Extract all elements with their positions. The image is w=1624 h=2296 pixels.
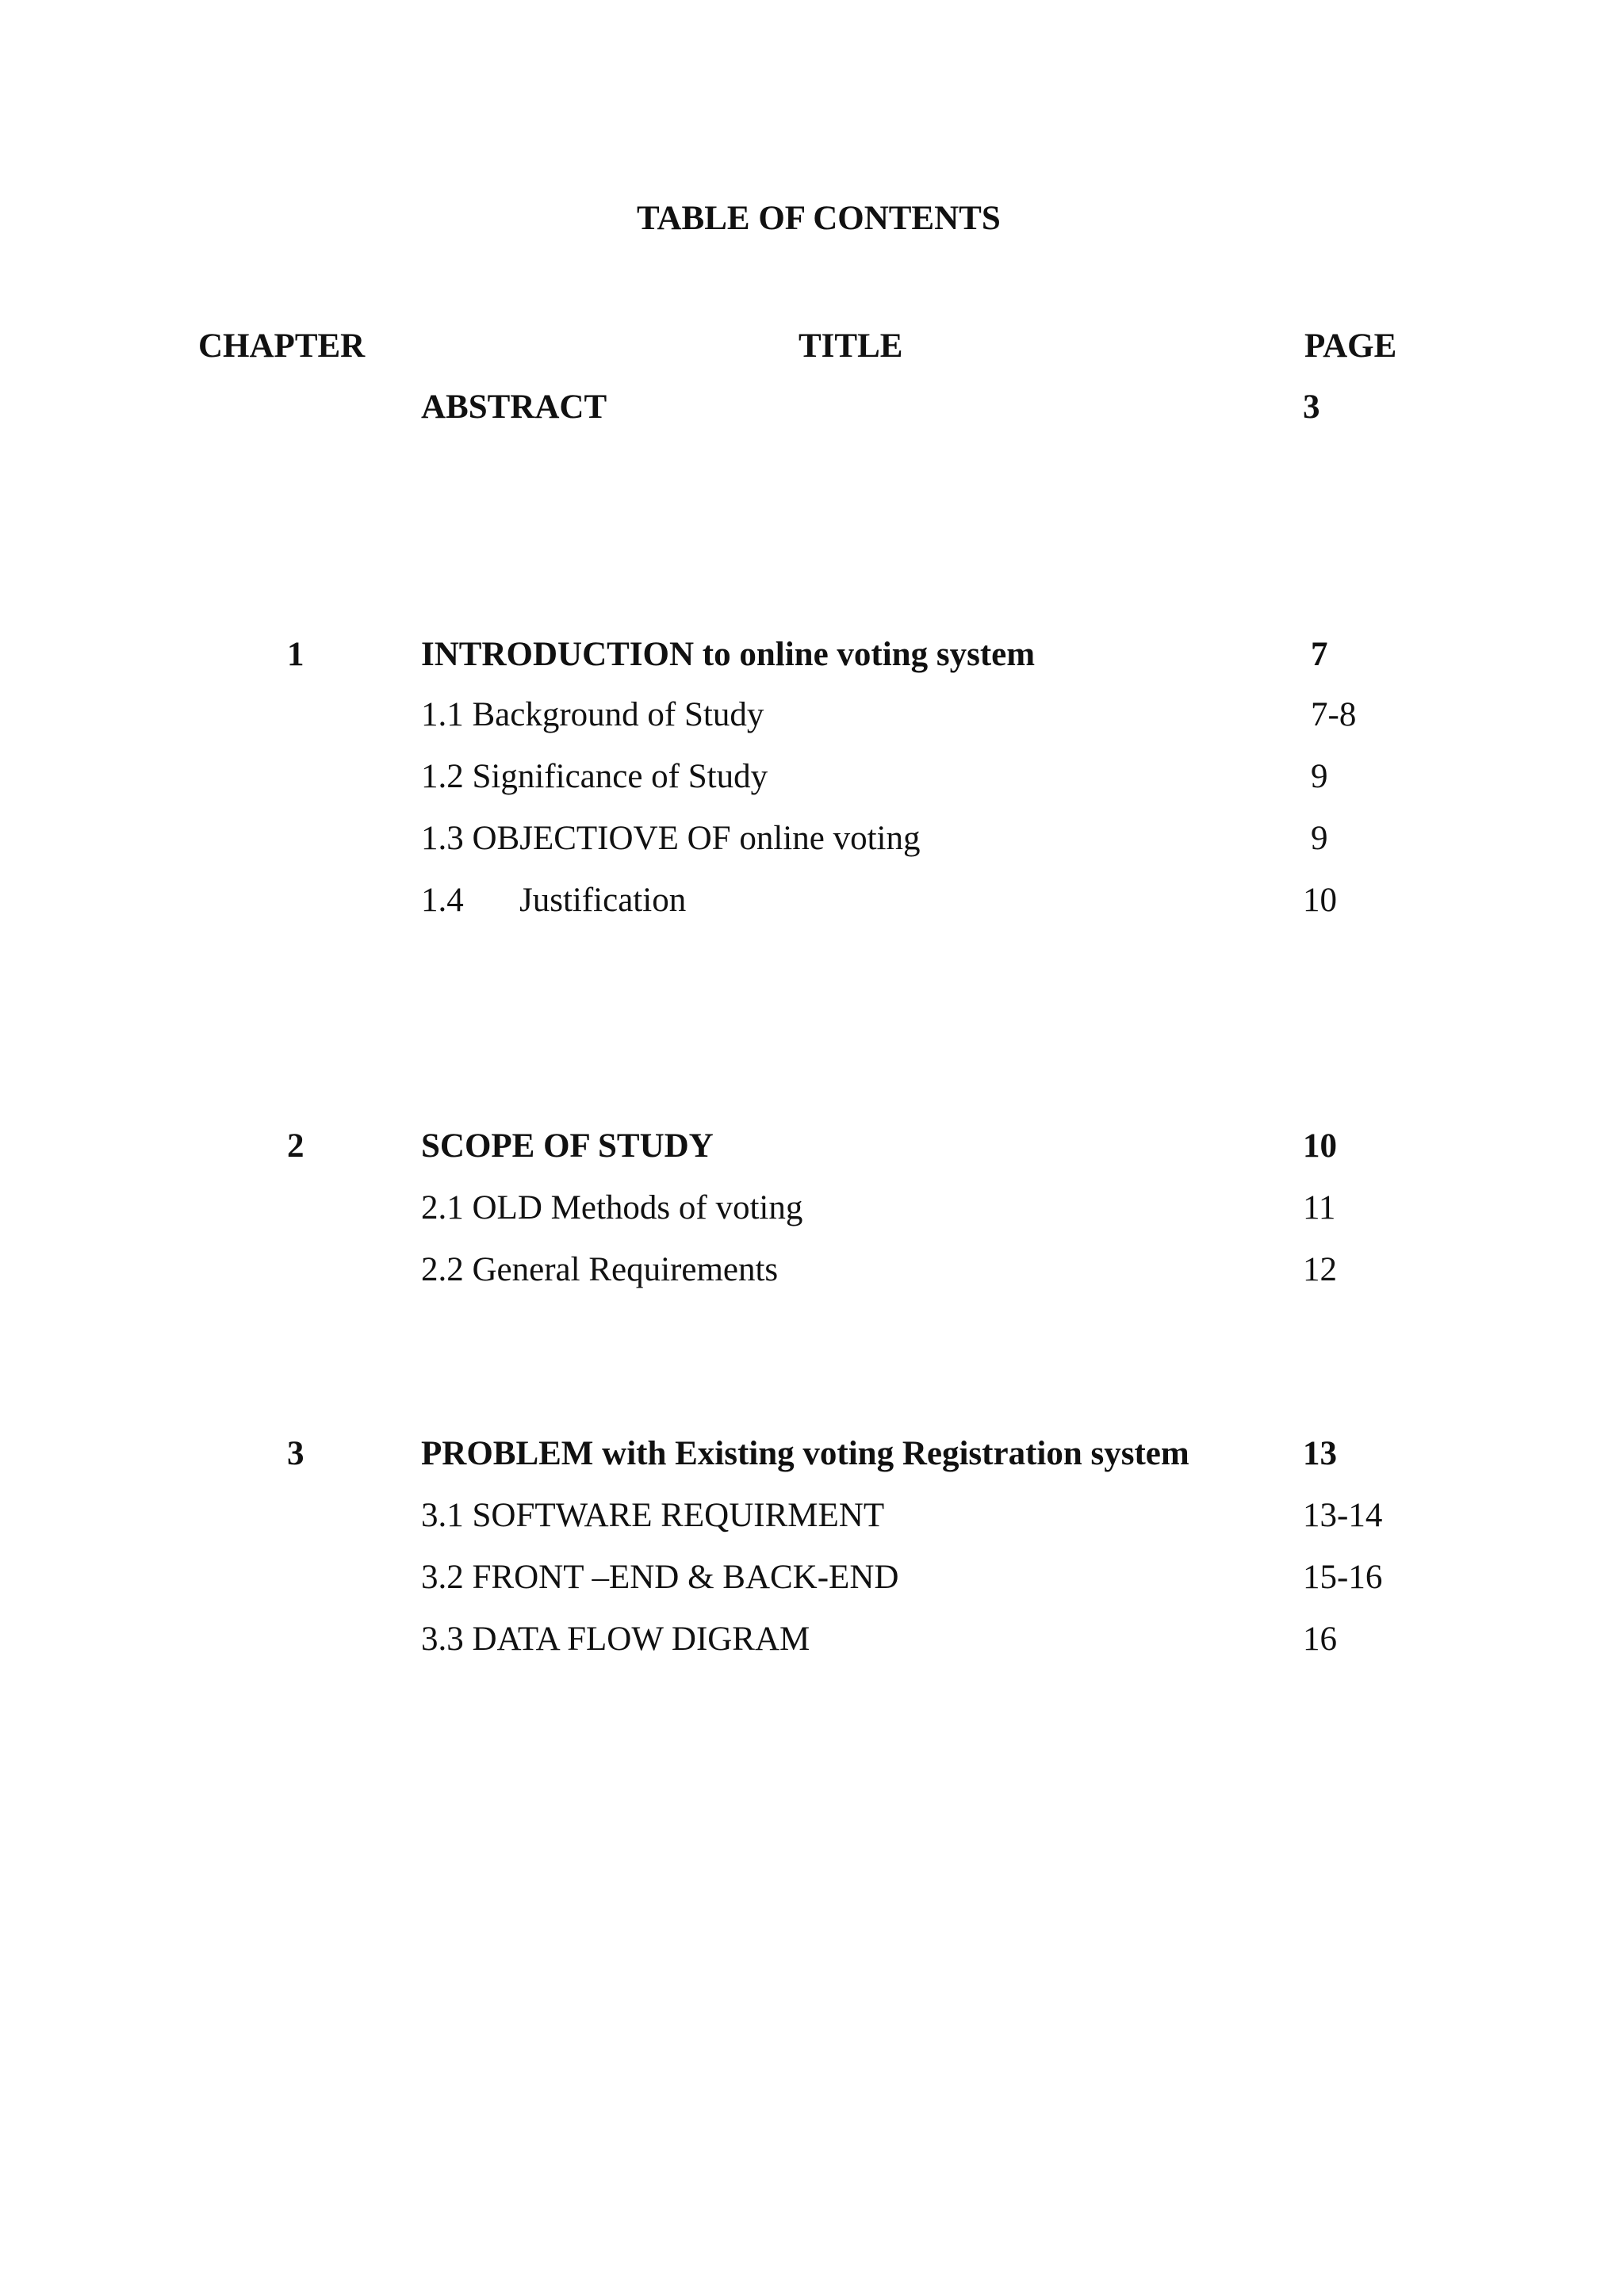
chapter-2-page: 10 (1303, 1127, 1337, 1165)
section-1-4-text: Justification (519, 882, 687, 919)
section-1-1-label: 1.1 Background of Study (421, 696, 764, 733)
chapter-1-title: INTRODUCTION to online voting system (421, 636, 1036, 673)
chapter-2-title: SCOPE OF STUDY (421, 1127, 714, 1165)
section-1-3-label: 1.3 OBJECTIOVE OF online voting (421, 820, 921, 857)
section-1-1-page: 7-8 (1311, 696, 1357, 733)
section-3-3-page: 16 (1303, 1621, 1337, 1658)
chapter-2-number: 2 (287, 1127, 304, 1165)
section-1-4-label: 1.4 (421, 882, 464, 919)
section-1-4-page: 10 (1303, 882, 1337, 919)
section-3-2-label: 3.2 FRONT –END & BACK-END (421, 1559, 899, 1596)
chapter-3-page: 13 (1303, 1435, 1337, 1472)
section-2-1-label: 2.1 OLD Methods of voting (421, 1189, 803, 1226)
section-2-2-page: 12 (1303, 1251, 1337, 1288)
section-3-1-label: 3.1 SOFTWARE REQUIRMENT (421, 1497, 885, 1534)
abstract-page: 3 (1303, 388, 1320, 426)
header-title: TITLE (799, 327, 903, 365)
chapter-3-title: PROBLEM with Existing voting Registration system (421, 1435, 1189, 1472)
section-3-1-page: 13-14 (1303, 1497, 1383, 1534)
chapter-1-page: 7 (1311, 636, 1328, 673)
section-3-3-label: 3.3 DATA FLOW DIGRAM (421, 1621, 810, 1658)
section-1-3-page: 9 (1311, 820, 1328, 857)
page-title: TABLE OF CONTENTS (637, 200, 1001, 237)
header-page: PAGE (1304, 327, 1397, 365)
section-3-2-page: 15-16 (1303, 1559, 1383, 1596)
chapter-3-number: 3 (287, 1435, 304, 1472)
section-2-1-page: 11 (1303, 1189, 1336, 1226)
section-2-2-label: 2.2 General Requirements (421, 1251, 779, 1288)
abstract-title: ABSTRACT (421, 388, 607, 426)
header-chapter: CHAPTER (198, 327, 366, 365)
section-1-2-page: 9 (1311, 758, 1328, 795)
section-1-2-label: 1.2 Significance of Study (421, 758, 768, 795)
chapter-1-number: 1 (287, 636, 304, 673)
